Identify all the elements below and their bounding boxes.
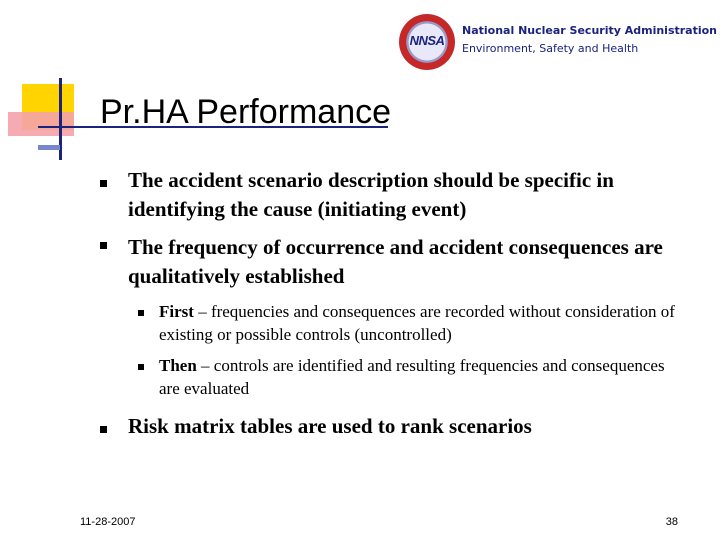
footer-date: 11-28-2007 [80,516,136,528]
decorative-pink-bar [8,112,74,136]
page-number: 38 [665,516,678,528]
bullet-item: The accident scenario description should be specific in identifying the cause (initiating event) [128,168,614,221]
bullet-item: Risk matrix tables are used to rank scenarios [128,414,532,438]
decorative-small-bar [38,145,60,150]
organization-subtitle: Environment, Safety and Health [462,42,639,55]
sub-bullet-text: – frequencies and consequences are recorded without consideration of existing or possible controls (uncontrolled) [159,302,675,344]
bullet-marker [100,426,107,433]
sub-bullet-marker [138,364,144,370]
bullet-item: The frequency of occurrence and accident consequences are qualitatively established [128,235,663,288]
bullet-marker [100,242,107,249]
sub-bullet-lead: First [159,302,194,321]
sub-bullet-text: – controls are identified and resulting frequencies and consequences are evaluated [159,356,665,398]
nnsa-logo [399,14,455,70]
sub-bullet-marker [138,310,144,316]
slide-title: Pr.HA Performance [100,93,392,131]
sub-bullet-item [159,354,679,400]
organization-name: National Nuclear Security Administration [462,24,718,37]
bullet-marker [100,180,107,187]
sub-bullet-lead: Then [159,356,197,375]
sub-bullet-item [159,300,679,346]
logo-text: NNSA [409,33,445,48]
